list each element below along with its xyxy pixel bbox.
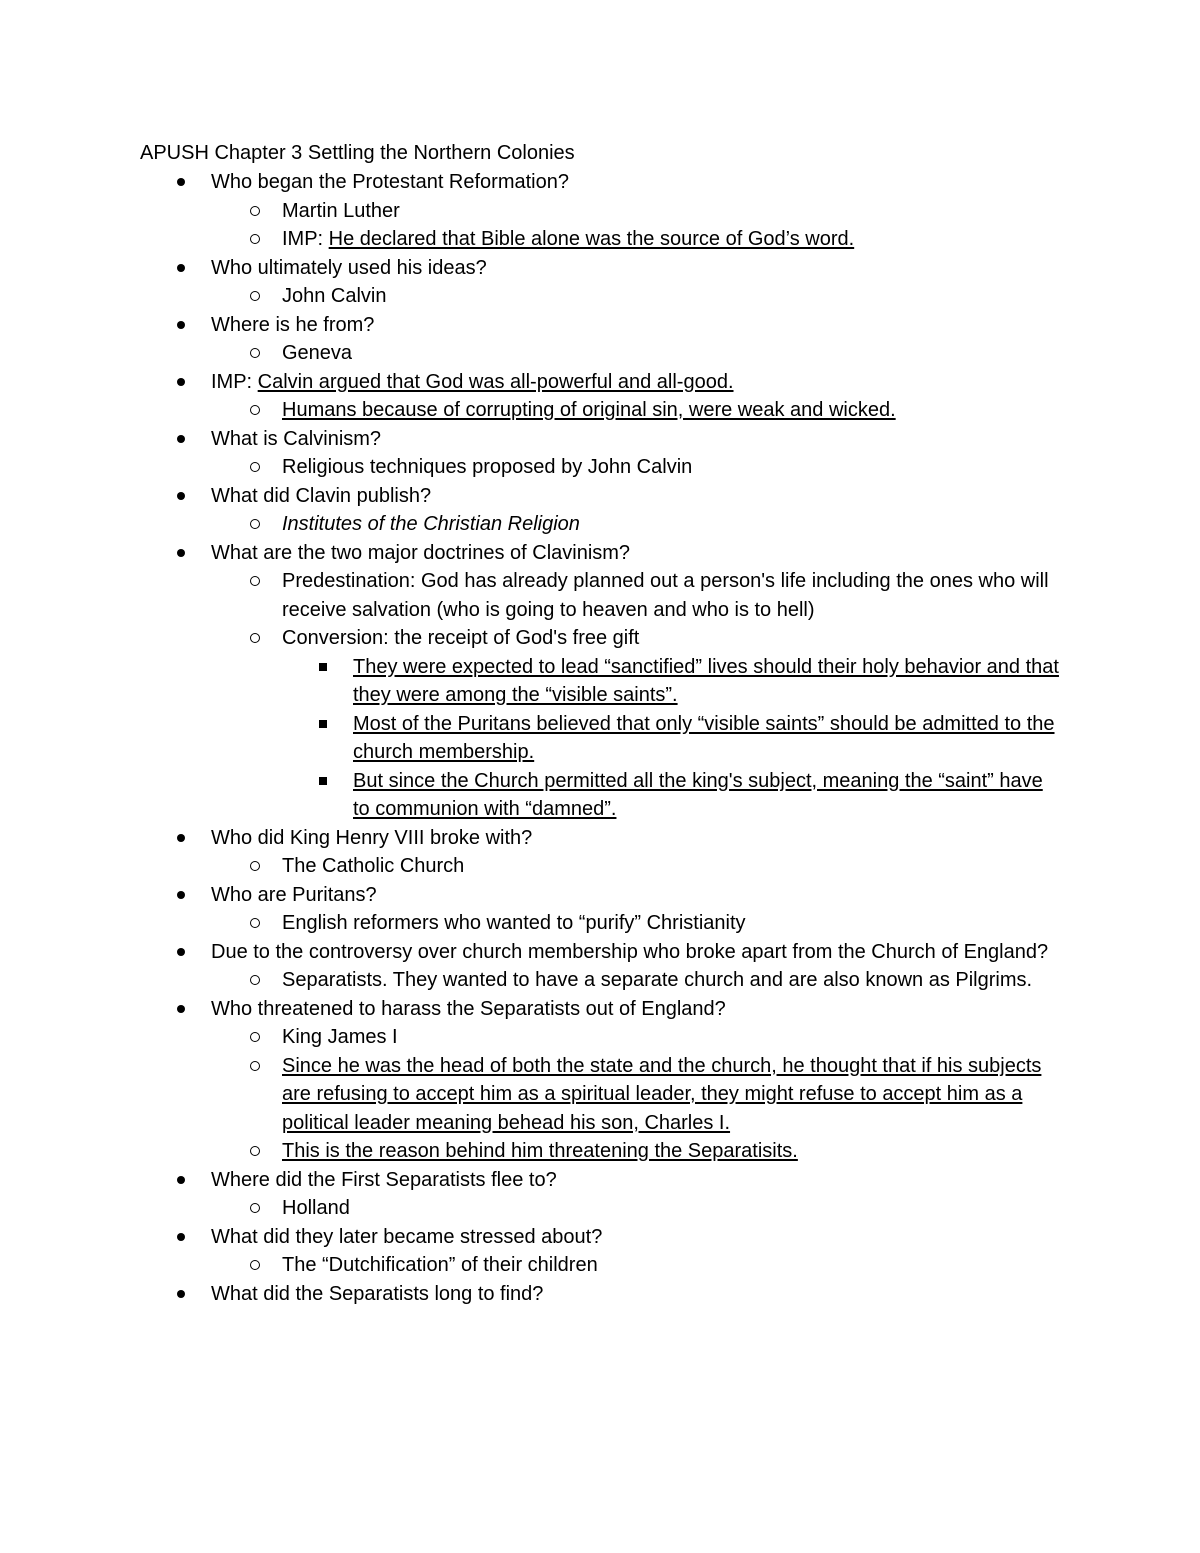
list-item: Where did the First Separatists flee to? (140, 1166, 1060, 1195)
list-item (140, 1137, 1060, 1166)
list-item: Who began the Protestant Reformation? (140, 168, 1060, 197)
underlined-text: They were expected to lead “sanctified” lives should their holy behavior and that they were among the “visible saints”. (353, 655, 1059, 706)
bullet-circle-icon (250, 966, 260, 995)
underlined-text: This is the reason behind him threatening the Separatisits. (282, 1140, 798, 1162)
list-item: The “Dutchification” of their children (140, 1251, 1060, 1280)
bullet-disc-icon (177, 425, 185, 454)
list-item: Separatists. They wanted to have a separate church and are also known as Pilgrims. (140, 966, 1060, 995)
list-item (140, 368, 1060, 397)
list-item (140, 710, 1060, 767)
underlined-text: Humans because of corrupting of original sin, were weak and wicked. (282, 399, 896, 421)
bullet-circle-icon (250, 1023, 260, 1052)
list-item (140, 510, 1060, 539)
list-item: King James I (140, 1023, 1060, 1052)
list-item: What are the two major doctrines of Clavinism? (140, 539, 1060, 568)
bullet-circle-icon (250, 624, 260, 653)
underlined-text: Calvin argued that God was all-powerful and all-good. (257, 370, 734, 393)
list-item: Martin Luther (140, 197, 1060, 226)
list-item: English reformers who wanted to “purify” Christianity (140, 909, 1060, 938)
imp-prefix: IMP: (211, 370, 258, 393)
list-item: Who are Puritans? (140, 881, 1060, 910)
list-item: Who ultimately used his ideas? (140, 254, 1060, 283)
list-item: What did Clavin publish? (140, 482, 1060, 511)
bullet-disc-icon (177, 938, 185, 967)
bullet-disc-icon (177, 881, 185, 910)
bullet-circle-icon (250, 510, 260, 539)
list-item (140, 767, 1060, 824)
bullet-disc-icon (177, 168, 185, 197)
bullet-circle-icon (250, 567, 260, 596)
bullet-circle-icon (250, 1194, 260, 1223)
list-item (140, 396, 1060, 425)
bullet-disc-icon (177, 995, 185, 1024)
list-item: What did the Separatists long to find? (140, 1280, 1060, 1309)
list-item: Geneva (140, 339, 1060, 368)
list-item: Who did King Henry VIII broke with? (140, 824, 1060, 853)
bullet-circle-icon (250, 852, 260, 881)
italic-book-title: Institutes of the Christian Religion (282, 513, 580, 535)
underlined-text: He declared that Bible alone was the source of God’s word. (328, 228, 855, 250)
underlined-text: Most of the Puritans believed that only “visible saints” should be admitted to the church membership. (353, 712, 1055, 763)
bullet-disc-icon (177, 1280, 185, 1309)
bullet-circle-icon (250, 453, 260, 482)
bullet-circle-icon (250, 1137, 260, 1166)
bullet-disc-icon (177, 368, 185, 397)
bullet-disc-icon (177, 539, 185, 568)
document-page (140, 138, 1060, 1308)
bullet-circle-icon (250, 197, 260, 226)
bullet-circle-icon (250, 396, 260, 425)
list-item: The Catholic Church (140, 852, 1060, 881)
bullet-disc-icon (177, 311, 185, 340)
bullet-square-icon (319, 767, 327, 796)
bullet-disc-icon (177, 1166, 185, 1195)
list-item: Where is he from? (140, 311, 1060, 340)
bullet-circle-icon (250, 339, 260, 368)
list-item (140, 225, 1060, 254)
list-item: Who threatened to harass the Separatists out of England? (140, 995, 1060, 1024)
underlined-text: Since he was the head of both the state and the church, he thought that if his subjects are refusing to accept him as a spiritual leader, they might refuse to accept him as a political leader meaning behead his son, Charles I. (282, 1054, 1042, 1134)
bullet-disc-icon (177, 254, 185, 283)
bullet-circle-icon (250, 1052, 260, 1081)
document-title: APUSH Chapter 3 Settling the Northern Colonies (140, 142, 575, 164)
bullet-circle-icon (250, 1251, 260, 1280)
list-item: What is Calvinism? (140, 425, 1060, 454)
bullet-disc-icon (177, 1223, 185, 1252)
list-item (140, 1052, 1060, 1138)
imp-prefix: IMP: (282, 228, 329, 250)
list-item: Due to the controversy over church membership who broke apart from the Church of England? (140, 938, 1060, 967)
list-item (140, 653, 1060, 710)
bullet-circle-icon (250, 909, 260, 938)
list-item: Holland (140, 1194, 1060, 1223)
underlined-text: But since the Church permitted all the king's subject, meaning the “saint” have to communion with “damned”. (353, 769, 1043, 820)
list-item: Predestination: God has already planned out a person's life including the ones who will receive salvation (who is going to heaven and who is to hell) (140, 567, 1060, 624)
bullet-square-icon (319, 653, 327, 682)
bullet-disc-icon (177, 482, 185, 511)
list-item: Religious techniques proposed by John Calvin (140, 453, 1060, 482)
list-item: John Calvin (140, 282, 1060, 311)
bullet-circle-icon (250, 225, 260, 254)
list-item: What did they later became stressed about? (140, 1223, 1060, 1252)
bullet-disc-icon (177, 824, 185, 853)
bullet-circle-icon (250, 282, 260, 311)
list-item: Conversion: the receipt of God's free gift (140, 624, 1060, 653)
bullet-square-icon (319, 710, 327, 739)
